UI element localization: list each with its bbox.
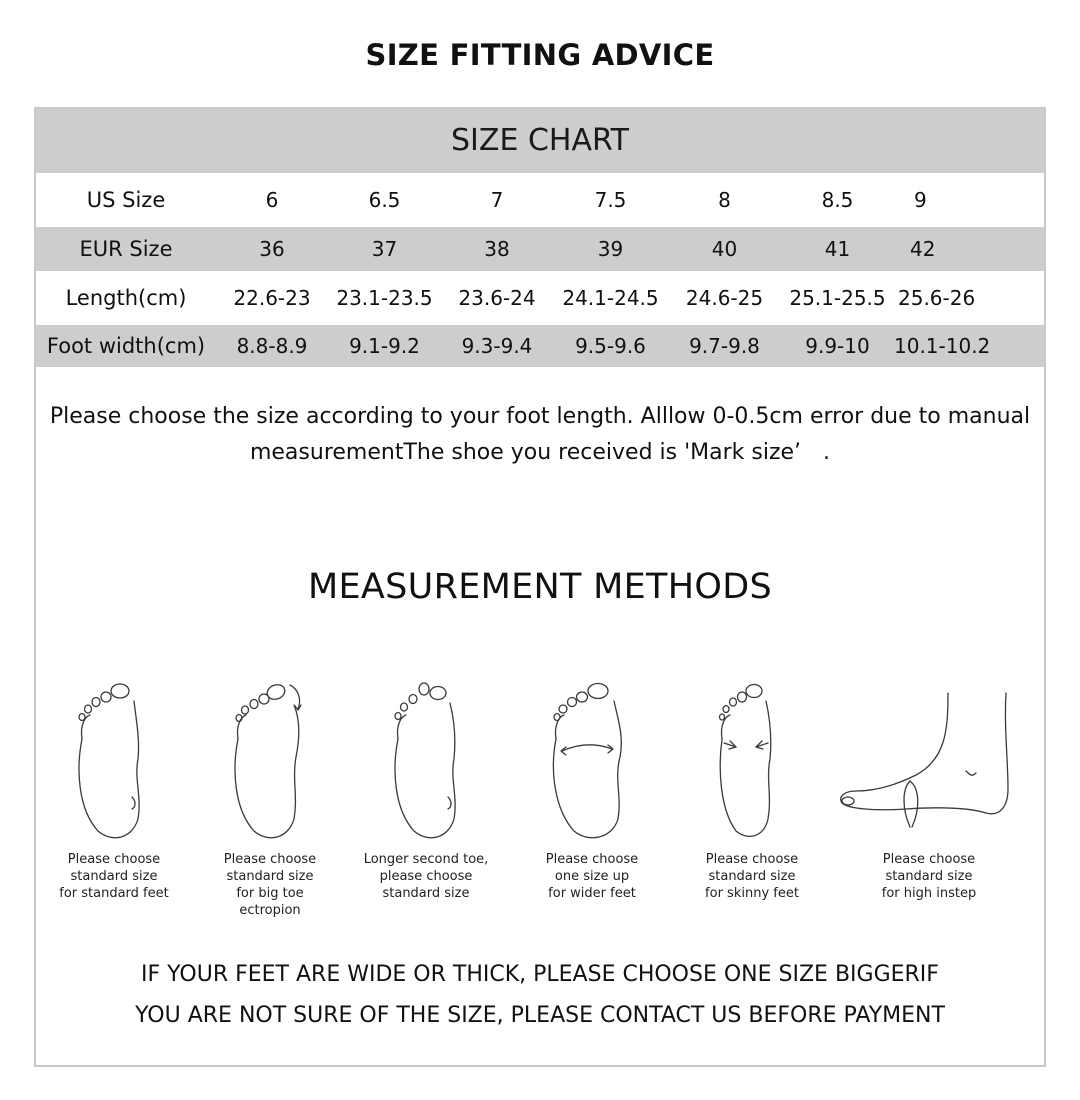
size-chart-header: SIZE CHART	[36, 109, 1044, 173]
table-cell: 42	[894, 227, 1044, 271]
row-label: US Size	[36, 173, 216, 227]
caption-skinny-feet: Please choose standard size for skinny feet	[705, 852, 799, 901]
table-cell: 7	[441, 173, 553, 227]
table-cell: 9.5-9.6	[553, 325, 668, 367]
table-row-eur-size	[36, 227, 1044, 271]
measurement-methods-title: MEASUREMENT METHODS	[308, 567, 772, 607]
size-table	[36, 173, 1044, 367]
table-cell: 10.1-10.2	[894, 325, 1044, 367]
footer-line-1: IF YOUR FEET ARE WIDE OR THICK, PLEASE CHOOSE ONE SIZE BIGGERIF	[141, 962, 939, 987]
big-toe-foot-icon	[235, 682, 301, 837]
size-note-line-1: Please choose the size according to your foot length. Alllow 0-0.5cm error due to manual	[49, 404, 1031, 429]
long-second-toe-foot-icon	[395, 683, 455, 838]
table-row-foot-width	[36, 325, 1044, 367]
footer-line-2: YOU ARE NOT SURE OF THE SIZE, PLEASE CONTACT US BEFORE PAYMENT	[135, 1003, 945, 1028]
table-cell: 7.5	[553, 173, 668, 227]
table-cell: 9.3-9.4	[441, 325, 553, 367]
standard-foot-icon	[79, 684, 139, 838]
table-cell: 37	[328, 227, 441, 271]
table-cell: 8.8-8.9	[216, 325, 328, 367]
foot-illustrations	[36, 679, 1044, 849]
table-cell: 8	[668, 173, 781, 227]
caption-long-second-toe: Longer second toe, please choose standard size	[363, 852, 489, 901]
table-cell: 22.6-23	[216, 271, 328, 325]
caption-wide-feet: Please choose one size up for wider feet	[545, 852, 639, 901]
table-cell: 9	[894, 173, 1044, 227]
table-cell: 23.6-24	[441, 271, 553, 325]
page-title: SIZE FITTING ADVICE	[365, 38, 715, 72]
size-note-line-2: measurementThe shoe you received is 'Mark size’ .	[249, 440, 831, 465]
size-guide-panel	[34, 107, 1046, 1067]
row-label: EUR Size	[36, 227, 216, 271]
skinny-foot-icon	[720, 685, 771, 837]
table-cell: 39	[553, 227, 668, 271]
table-row-us-size	[36, 173, 1044, 227]
table-cell: 9.9-10	[781, 325, 894, 367]
row-label: Foot width(cm)	[36, 325, 216, 367]
table-cell: 25.1-25.5	[781, 271, 894, 325]
table-cell: 8.5	[781, 173, 894, 227]
size-note	[44, 399, 1036, 471]
row-label: Length(cm)	[36, 271, 216, 325]
table-cell: 36	[216, 227, 328, 271]
table-cell: 9.1-9.2	[328, 325, 441, 367]
table-cell: 25.6-26	[894, 271, 1044, 325]
table-cell: 41	[781, 227, 894, 271]
caption-big-toe: Please choose standard size for big toe ectropion	[223, 852, 317, 918]
caption-high-instep: Please choose standard size for high instep	[881, 852, 977, 901]
table-cell: 38	[441, 227, 553, 271]
table-cell: 6	[216, 173, 328, 227]
high-instep-foot-icon	[841, 693, 1008, 827]
table-row-length	[36, 271, 1044, 325]
wide-foot-icon	[553, 684, 621, 838]
table-cell: 9.7-9.8	[668, 325, 781, 367]
table-cell: 40	[668, 227, 781, 271]
table-cell: 24.1-24.5	[553, 271, 668, 325]
table-cell: 6.5	[328, 173, 441, 227]
table-cell: 24.6-25	[668, 271, 781, 325]
caption-standard-feet: Please choose standard size for standard feet	[59, 852, 169, 901]
table-cell: 23.1-23.5	[328, 271, 441, 325]
